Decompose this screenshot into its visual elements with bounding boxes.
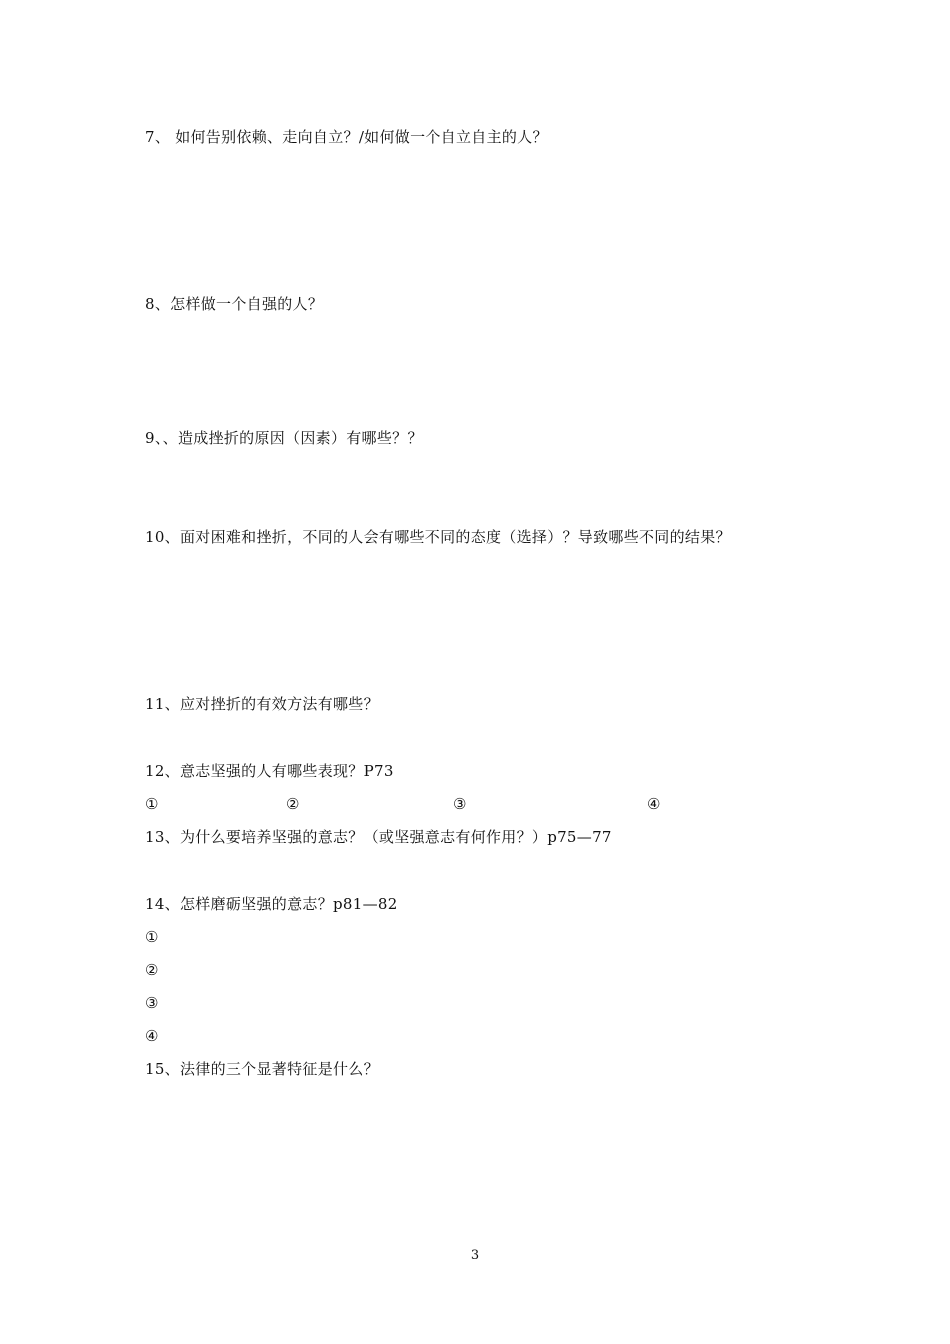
question-8: 8、怎样做一个自强的人？	[145, 295, 324, 313]
q14-answer-mark-1: ①	[145, 928, 159, 946]
q14-answer-mark-4: ④	[145, 1027, 159, 1045]
question-7: 7、 如何告别依赖、走向自立？/如何做一个自立自主的人？	[145, 128, 548, 146]
question-9: 9、、造成挫折的原因（因素）有哪些？？	[145, 429, 423, 447]
question-13: 13、为什么要培养坚强的意志？（或坚强意志有何作用？）p75—77	[145, 828, 612, 846]
q12-answer-mark-4: ④	[647, 795, 661, 813]
q12-answer-mark-3: ③	[453, 795, 467, 813]
page-number: 3	[470, 1248, 480, 1263]
question-15: 15、法律的三个显著特征是什么？	[145, 1060, 379, 1078]
q12-answer-mark-1: ①	[145, 795, 159, 813]
question-11: 11、应对挫折的有效方法有哪些？	[145, 695, 379, 713]
q12-answer-mark-2: ②	[286, 795, 300, 813]
q14-answer-mark-2: ②	[145, 961, 159, 979]
question-14: 14、怎样磨砺坚强的意志？p81—82	[145, 895, 398, 913]
question-10: 10、面对困难和挫折，不同的人会有哪些不同的态度（选择）？导致哪些不同的结果？	[145, 528, 731, 546]
question-12: 12、意志坚强的人有哪些表现？P73	[145, 762, 394, 780]
q14-answer-mark-3: ③	[145, 994, 159, 1012]
